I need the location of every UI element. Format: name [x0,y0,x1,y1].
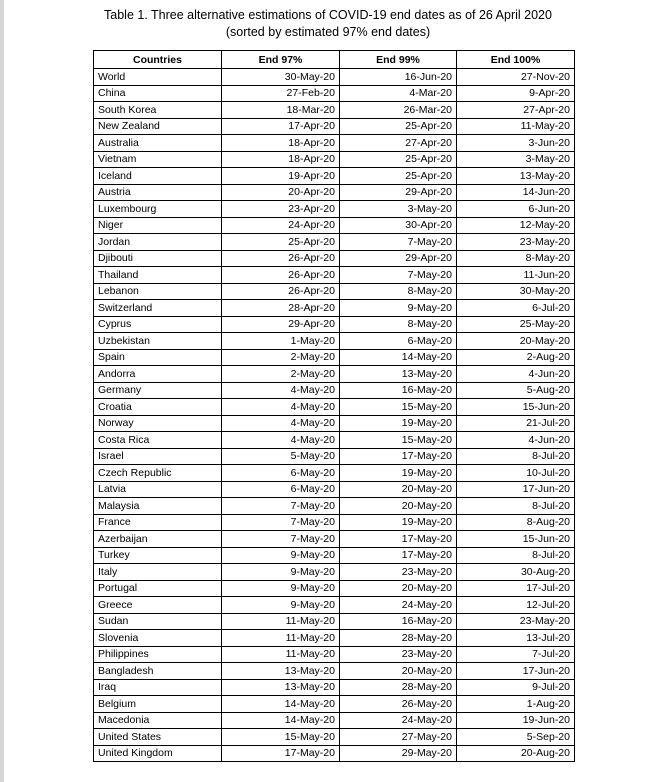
end-100-cell: 8-May-20 [457,250,575,267]
table-row [94,729,575,746]
country-cell: Luxembourg [94,201,222,218]
end-100-cell: 6-Jun-20 [457,201,575,218]
country-cell: Bangladesh [94,663,222,680]
table-row [94,267,575,284]
end-99-cell: 14-May-20 [340,349,457,366]
table-row [94,663,575,680]
table-row [94,481,575,498]
end-97-cell: 18-Apr-20 [222,151,340,168]
country-cell: Greece [94,597,222,614]
end-100-cell: 8-Jul-20 [457,547,575,564]
end-99-cell: 15-May-20 [340,399,457,416]
end-99-cell: 23-May-20 [340,564,457,581]
end-97-cell: 9-May-20 [222,580,340,597]
country-cell: Switzerland [94,300,222,317]
end-97-cell: 9-May-20 [222,564,340,581]
end-100-cell: 8-Jul-20 [457,498,575,515]
end-100-cell: 8-Aug-20 [457,514,575,531]
end-97-cell: 27-Feb-20 [222,85,340,102]
end-99-cell: 8-May-20 [340,316,457,333]
end-99-cell: 29-Apr-20 [340,250,457,267]
end-100-cell: 2-Aug-20 [457,349,575,366]
header-countries: Countries [94,51,222,69]
end-100-cell: 17-Jun-20 [457,481,575,498]
end-100-cell: 7-Jul-20 [457,646,575,663]
end-99-cell: 4-Mar-20 [340,85,457,102]
end-97-cell: 25-Apr-20 [222,234,340,251]
end-97-cell: 26-Apr-20 [222,283,340,300]
country-cell: Czech Republic [94,465,222,482]
end-100-cell: 14-Jun-20 [457,184,575,201]
country-cell: Spain [94,349,222,366]
country-cell: Azerbaijan [94,531,222,548]
end-97-cell: 2-May-20 [222,366,340,383]
end-99-cell: 28-May-20 [340,630,457,647]
end-99-cell: 25-Apr-20 [340,168,457,185]
end-100-cell: 23-May-20 [457,613,575,630]
end-99-cell: 20-May-20 [340,498,457,515]
country-cell: Slovenia [94,630,222,647]
country-cell: World [94,69,222,86]
country-cell: Jordan [94,234,222,251]
table-body [94,69,575,762]
end-97-cell: 11-May-20 [222,613,340,630]
end-97-cell: 7-May-20 [222,531,340,548]
country-cell: South Korea [94,102,222,119]
end-99-cell: 7-May-20 [340,234,457,251]
country-cell: Thailand [94,267,222,284]
country-cell: Israel [94,448,222,465]
end-100-cell: 4-Jun-20 [457,366,575,383]
end-100-cell: 30-Aug-20 [457,564,575,581]
table-row [94,349,575,366]
end-99-cell: 17-May-20 [340,547,457,564]
end-99-cell: 24-May-20 [340,597,457,614]
country-cell: Iceland [94,168,222,185]
end-99-cell: 25-Apr-20 [340,118,457,135]
table-row [94,250,575,267]
end-99-cell: 9-May-20 [340,300,457,317]
end-dates-table [93,50,575,762]
country-cell: Iraq [94,679,222,696]
end-99-cell: 16-May-20 [340,613,457,630]
end-97-cell: 17-Apr-20 [222,118,340,135]
country-cell: Philippines [94,646,222,663]
end-99-cell: 17-May-20 [340,531,457,548]
table-row [94,201,575,218]
end-100-cell: 27-Apr-20 [457,102,575,119]
table-row [94,333,575,350]
end-97-cell: 6-May-20 [222,481,340,498]
country-cell: China [94,85,222,102]
country-cell: Costa Rica [94,432,222,449]
table-row [94,118,575,135]
end-99-cell: 23-May-20 [340,646,457,663]
end-99-cell: 19-May-20 [340,415,457,432]
table-row [94,102,575,119]
end-97-cell: 14-May-20 [222,696,340,713]
end-97-cell: 18-Apr-20 [222,135,340,152]
end-97-cell: 20-Apr-20 [222,184,340,201]
end-97-cell: 5-May-20 [222,448,340,465]
table-row [94,547,575,564]
end-97-cell: 9-May-20 [222,597,340,614]
country-cell: Portugal [94,580,222,597]
country-cell: Germany [94,382,222,399]
end-97-cell: 1-May-20 [222,333,340,350]
end-100-cell: 27-Nov-20 [457,69,575,86]
caption-line-2: (sorted by estimated 97% end dates) [225,25,431,39]
end-99-cell: 20-May-20 [340,481,457,498]
end-100-cell: 20-May-20 [457,333,575,350]
country-cell: Australia [94,135,222,152]
end-99-cell: 16-Jun-20 [340,69,457,86]
table-row [94,498,575,515]
end-97-cell: 26-Apr-20 [222,267,340,284]
table-row [94,283,575,300]
end-100-cell: 5-Aug-20 [457,382,575,399]
table-row [94,399,575,416]
end-97-cell: 30-May-20 [222,69,340,86]
end-99-cell: 26-May-20 [340,696,457,713]
country-cell: Sudan [94,613,222,630]
end-97-cell: 2-May-20 [222,349,340,366]
country-cell: Macedonia [94,712,222,729]
end-97-cell: 29-Apr-20 [222,316,340,333]
end-99-cell: 27-May-20 [340,729,457,746]
end-100-cell: 9-Apr-20 [457,85,575,102]
end-100-cell: 9-Jul-20 [457,679,575,696]
table-row [94,613,575,630]
country-cell: Lebanon [94,283,222,300]
end-99-cell: 27-Apr-20 [340,135,457,152]
country-cell: Uzbekistan [94,333,222,350]
header-end-100: End 100% [457,51,575,69]
end-100-cell: 23-May-20 [457,234,575,251]
table-row [94,432,575,449]
end-97-cell: 28-Apr-20 [222,300,340,317]
country-cell: Belgium [94,696,222,713]
country-cell: Italy [94,564,222,581]
end-99-cell: 19-May-20 [340,514,457,531]
table-row [94,300,575,317]
end-100-cell: 17-Jun-20 [457,663,575,680]
end-97-cell: 14-May-20 [222,712,340,729]
end-100-cell: 19-Jun-20 [457,712,575,729]
country-cell: Austria [94,184,222,201]
end-99-cell: 25-Apr-20 [340,151,457,168]
end-100-cell: 10-Jul-20 [457,465,575,482]
end-100-cell: 11-Jun-20 [457,267,575,284]
table-row [94,745,575,762]
end-100-cell: 21-Jul-20 [457,415,575,432]
end-99-cell: 8-May-20 [340,283,457,300]
end-99-cell: 29-May-20 [340,745,457,762]
table-row [94,696,575,713]
table-row [94,531,575,548]
country-cell: Cyprus [94,316,222,333]
table-row [94,514,575,531]
end-100-cell: 20-Aug-20 [457,745,575,762]
table-row [94,597,575,614]
table-row [94,382,575,399]
end-100-cell: 15-Jun-20 [457,531,575,548]
table-row [94,316,575,333]
country-cell: Vietnam [94,151,222,168]
end-100-cell: 12-May-20 [457,217,575,234]
country-cell: Turkey [94,547,222,564]
table-row [94,465,575,482]
table-row [94,234,575,251]
end-97-cell: 4-May-20 [222,382,340,399]
end-97-cell: 4-May-20 [222,399,340,416]
table-header-row [94,51,575,69]
table-row [94,679,575,696]
end-99-cell: 30-Apr-20 [340,217,457,234]
table-row [94,184,575,201]
end-100-cell: 8-Jul-20 [457,448,575,465]
table-row [94,448,575,465]
country-cell: Andorra [94,366,222,383]
end-100-cell: 1-Aug-20 [457,696,575,713]
country-cell: Niger [94,217,222,234]
table-row [94,85,575,102]
country-cell: United States [94,729,222,746]
country-cell: France [94,514,222,531]
end-97-cell: 18-Mar-20 [222,102,340,119]
end-97-cell: 15-May-20 [222,729,340,746]
country-cell: New Zealand [94,118,222,135]
country-cell: Djibouti [94,250,222,267]
table-row [94,415,575,432]
end-100-cell: 12-Jul-20 [457,597,575,614]
end-100-cell: 4-Jun-20 [457,432,575,449]
end-100-cell: 5-Sep-20 [457,729,575,746]
country-cell: Norway [94,415,222,432]
end-99-cell: 29-Apr-20 [340,184,457,201]
end-99-cell: 19-May-20 [340,465,457,482]
end-97-cell: 4-May-20 [222,415,340,432]
end-100-cell: 3-Jun-20 [457,135,575,152]
header-end-97: End 97% [222,51,340,69]
table-row [94,630,575,647]
table-row [94,135,575,152]
end-100-cell: 30-May-20 [457,283,575,300]
end-97-cell: 26-Apr-20 [222,250,340,267]
end-100-cell: 13-Jul-20 [457,630,575,647]
end-100-cell: 25-May-20 [457,316,575,333]
end-99-cell: 6-May-20 [340,333,457,350]
end-97-cell: 6-May-20 [222,465,340,482]
table-row [94,69,575,86]
end-99-cell: 20-May-20 [340,663,457,680]
table-row [94,712,575,729]
table-caption [0,7,656,41]
end-97-cell: 23-Apr-20 [222,201,340,218]
end-100-cell: 11-May-20 [457,118,575,135]
end-100-cell: 15-Jun-20 [457,399,575,416]
end-99-cell: 7-May-20 [340,267,457,284]
end-97-cell: 7-May-20 [222,498,340,515]
end-97-cell: 7-May-20 [222,514,340,531]
end-99-cell: 16-May-20 [340,382,457,399]
end-97-cell: 17-May-20 [222,745,340,762]
end-99-cell: 20-May-20 [340,580,457,597]
end-100-cell: 6-Jul-20 [457,300,575,317]
table-row [94,168,575,185]
country-cell: Malaysia [94,498,222,515]
end-97-cell: 11-May-20 [222,630,340,647]
end-100-cell: 17-Jul-20 [457,580,575,597]
end-97-cell: 13-May-20 [222,679,340,696]
country-cell: Latvia [94,481,222,498]
table-row [94,366,575,383]
header-end-99: End 99% [340,51,457,69]
table-row [94,564,575,581]
end-97-cell: 4-May-20 [222,432,340,449]
country-cell: United Kingdom [94,745,222,762]
end-99-cell: 17-May-20 [340,448,457,465]
end-97-cell: 11-May-20 [222,646,340,663]
page-edge-shadow [0,0,4,782]
end-100-cell: 13-May-20 [457,168,575,185]
end-97-cell: 9-May-20 [222,547,340,564]
caption-line-1: Table 1. Three alternative estimations of COVID-19 end dates as of 26 April 2020 [104,8,552,22]
table-row [94,580,575,597]
end-97-cell: 13-May-20 [222,663,340,680]
country-cell: Croatia [94,399,222,416]
table-row [94,151,575,168]
end-100-cell: 3-May-20 [457,151,575,168]
end-99-cell: 3-May-20 [340,201,457,218]
end-97-cell: 19-Apr-20 [222,168,340,185]
end-99-cell: 15-May-20 [340,432,457,449]
table-row [94,646,575,663]
table-row [94,217,575,234]
end-99-cell: 28-May-20 [340,679,457,696]
end-97-cell: 24-Apr-20 [222,217,340,234]
end-99-cell: 24-May-20 [340,712,457,729]
end-99-cell: 26-Mar-20 [340,102,457,119]
end-99-cell: 13-May-20 [340,366,457,383]
